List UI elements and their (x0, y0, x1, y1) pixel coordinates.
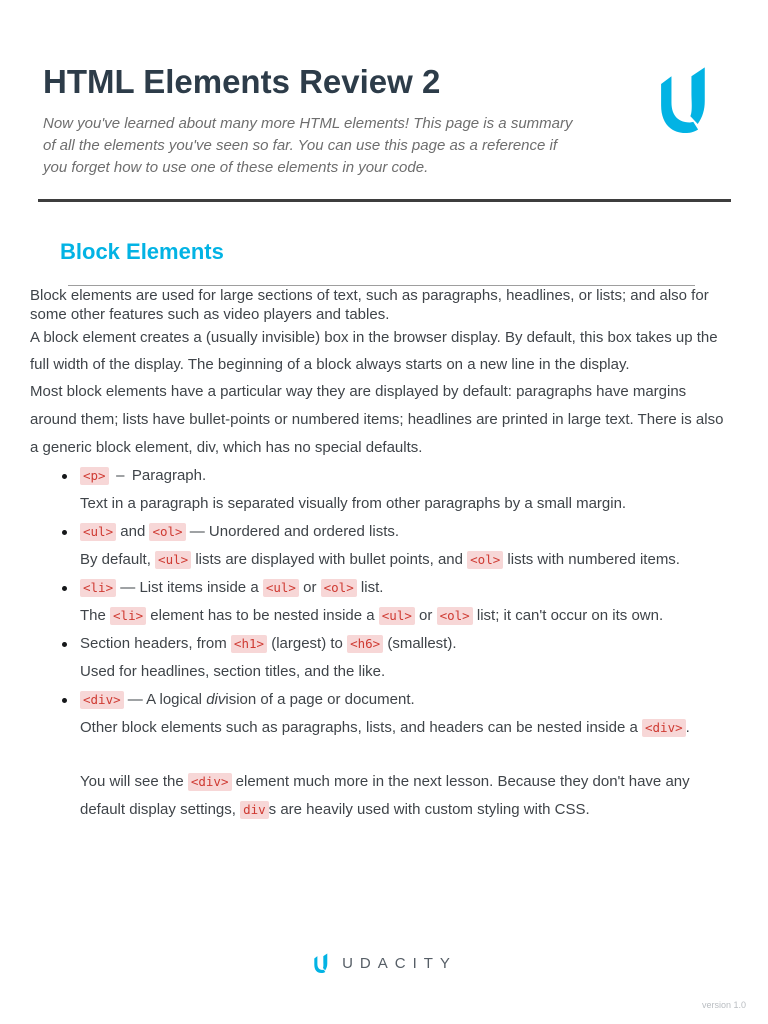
list-item-text (80, 518, 732, 574)
paragraph: Most block elements have a particular way they are displayed by default: paragraphs have margins around them; lists have bullet-points or numbered items; headlines are printed in large text. There is also a generic block element, div, which has no special defaults. (30, 383, 724, 456)
bullet-dot-icon (62, 530, 67, 535)
list-item (30, 518, 732, 574)
list-item-paragraph: Text in a paragraph is separated visually from other paragraphs by a small margin. (80, 495, 627, 512)
list-item (30, 686, 732, 824)
code-chip: div (240, 801, 269, 819)
bullet-dot-icon (62, 698, 67, 703)
list-item-paragraph: Section headers, from <h1> (largest) to <h6> (smallest). (80, 635, 457, 652)
paragraph: A block element creates a (usually invisible) box in the browser display. By default, this box takes up the full width of the display. The beginning of a block always starts on a new line in the display. (30, 329, 718, 373)
bullet-dot-icon (62, 642, 67, 647)
paragraph: Block elements are used for large sections of text, such as paragraphs, headlines, or lists; and also for some other features such as video players and tables. (30, 287, 709, 323)
list-item-paragraph: Other block elements such as paragraphs, lists, and headers can be nested inside a <div> . (80, 719, 690, 736)
page-intro (43, 113, 603, 179)
intro-line: you forget how to use one of these elements in your code. (43, 159, 429, 176)
list-item-paragraph: <ul> and <ol> — Unordered and ordered lists. (80, 518, 732, 546)
code-chip: <h6> (347, 635, 383, 653)
list-item-paragraph: <li> — List items inside a <ul> or <ol> list. (80, 574, 732, 602)
page-title: HTML Elements Review 2 (43, 63, 441, 100)
code-chip: <div> (642, 719, 686, 737)
code-chip: <ol> (321, 579, 357, 597)
code-chip: <li> (80, 579, 116, 597)
code-chip: <li> (110, 607, 146, 625)
list-item-paragraph: The <li> element has to be nested inside a <ul> or <ol> list; it can't occur on its own. (80, 607, 664, 624)
list-item-paragraph: Used for headlines, section titles, and the like. (80, 663, 386, 680)
emphasis-text: div (206, 691, 226, 708)
list-item (30, 462, 732, 518)
code-chip: <div> (188, 773, 232, 791)
list-item-text (80, 630, 732, 686)
page-header (0, 0, 768, 179)
code-chip: <ol> (467, 551, 503, 569)
code-chip: <div> (80, 691, 124, 709)
list-item (30, 574, 732, 630)
code-chip: <ul> (263, 579, 299, 597)
list-item-text (80, 462, 732, 518)
intro-line: of all the elements you've seen so far. You can use this page as a reference if (43, 137, 558, 154)
code-chip: <ol> (437, 607, 473, 625)
list-item-paragraph: <div> — A logical division of a page or document. (80, 686, 732, 714)
section-heading: Block Elements (60, 239, 224, 264)
udacity-logo-icon (311, 952, 333, 975)
code-chip: <ul> (379, 607, 415, 625)
bullet-dot-icon (62, 474, 67, 479)
udacity-brand (0, 952, 768, 975)
list-item (30, 630, 732, 686)
code-chip: <ul> (155, 551, 191, 569)
code-chip: <h1> (231, 635, 267, 653)
content-area (0, 202, 768, 824)
version-label: version 1.0 (701, 1000, 746, 1010)
list-item-paragraph: You will see the <div> element much more in the next lesson. Because they don't have any default display settings, div s are heavily used with custom styling with CSS. (80, 773, 690, 818)
list-item-text (80, 574, 732, 630)
list-item-paragraph: By default, <ul> lists are displayed with bullet points, and <ol> lists with numbered items. (80, 551, 680, 568)
list-item-paragraph: <p> – Paragraph. (80, 462, 732, 490)
udacity-wordmark: UDACITY (342, 955, 457, 972)
code-chip: <ul> (80, 523, 116, 541)
intro-line: Now you've learned about many more HTML elements! This page is a summary (43, 115, 573, 132)
code-chip: <ol> (149, 523, 185, 541)
bullet-dot-icon (62, 586, 67, 591)
udacity-logo-icon (650, 62, 724, 140)
list-item-text (80, 686, 732, 824)
code-chip: <p> (80, 467, 109, 485)
block-elements-list (30, 462, 732, 824)
